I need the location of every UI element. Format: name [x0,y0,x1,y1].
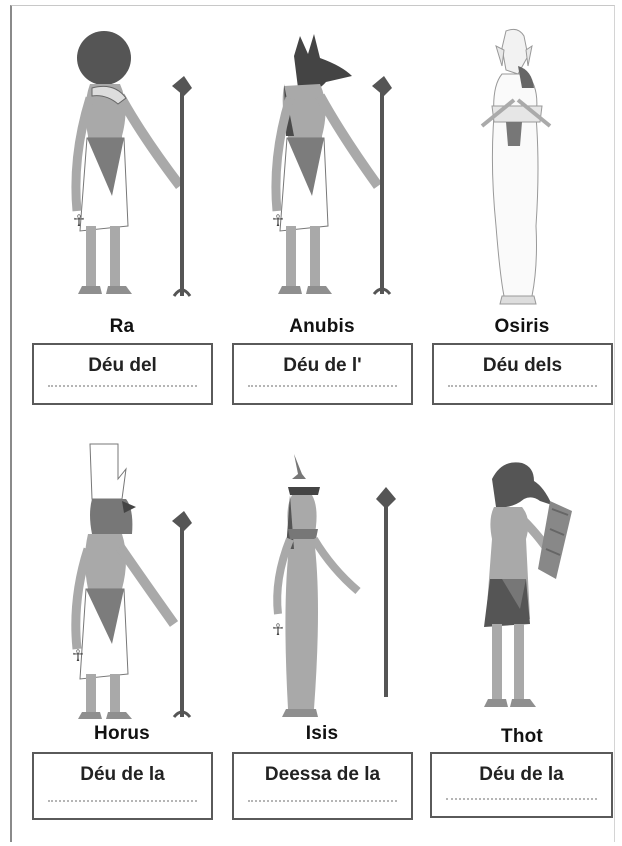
card-text: Déu de la [479,764,564,785]
answer-card [32,343,213,405]
ra-figure [22,26,222,316]
deity-name: Anubis [289,316,355,337]
answer-line[interactable] [448,385,597,387]
deity-name: Osiris [494,316,550,337]
svg-text:☥: ☥ [272,620,284,639]
card-text: Déu del [88,355,157,376]
answer-line[interactable] [248,800,397,802]
answer-line[interactable] [446,798,597,800]
svg-text:☥: ☥ [73,211,85,230]
answer-card [430,752,613,818]
thot-figure [422,439,622,729]
isis-figure [222,439,422,724]
deity-osiris [422,26,622,446]
svg-text:☥: ☥ [272,211,284,230]
deity-isis [222,439,422,839]
answer-line[interactable] [248,385,397,387]
horus-figure [22,439,222,724]
answer-card [232,752,413,820]
card-text: Deessa de la [264,764,381,785]
worksheet [10,5,615,842]
answer-card [232,343,413,405]
answer-card [432,343,613,405]
answer-line[interactable] [48,800,197,802]
deity-ra [22,26,222,446]
card-text: Déu dels [482,355,563,376]
svg-text:☥: ☥ [72,646,84,665]
deity-anubis [222,26,422,446]
deity-name: Horus [94,723,150,744]
answer-line[interactable] [48,385,197,387]
deity-thot [422,439,622,839]
osiris-figure [422,26,622,316]
deity-horus [22,439,222,839]
answer-card [32,752,213,820]
card-text: Déu de la [80,764,165,785]
deity-name: Ra [109,316,135,337]
deity-name: Thot [501,726,543,747]
anubis-figure [222,26,422,316]
deity-name: Isis [305,723,339,744]
card-text: Déu de l' [283,355,362,376]
